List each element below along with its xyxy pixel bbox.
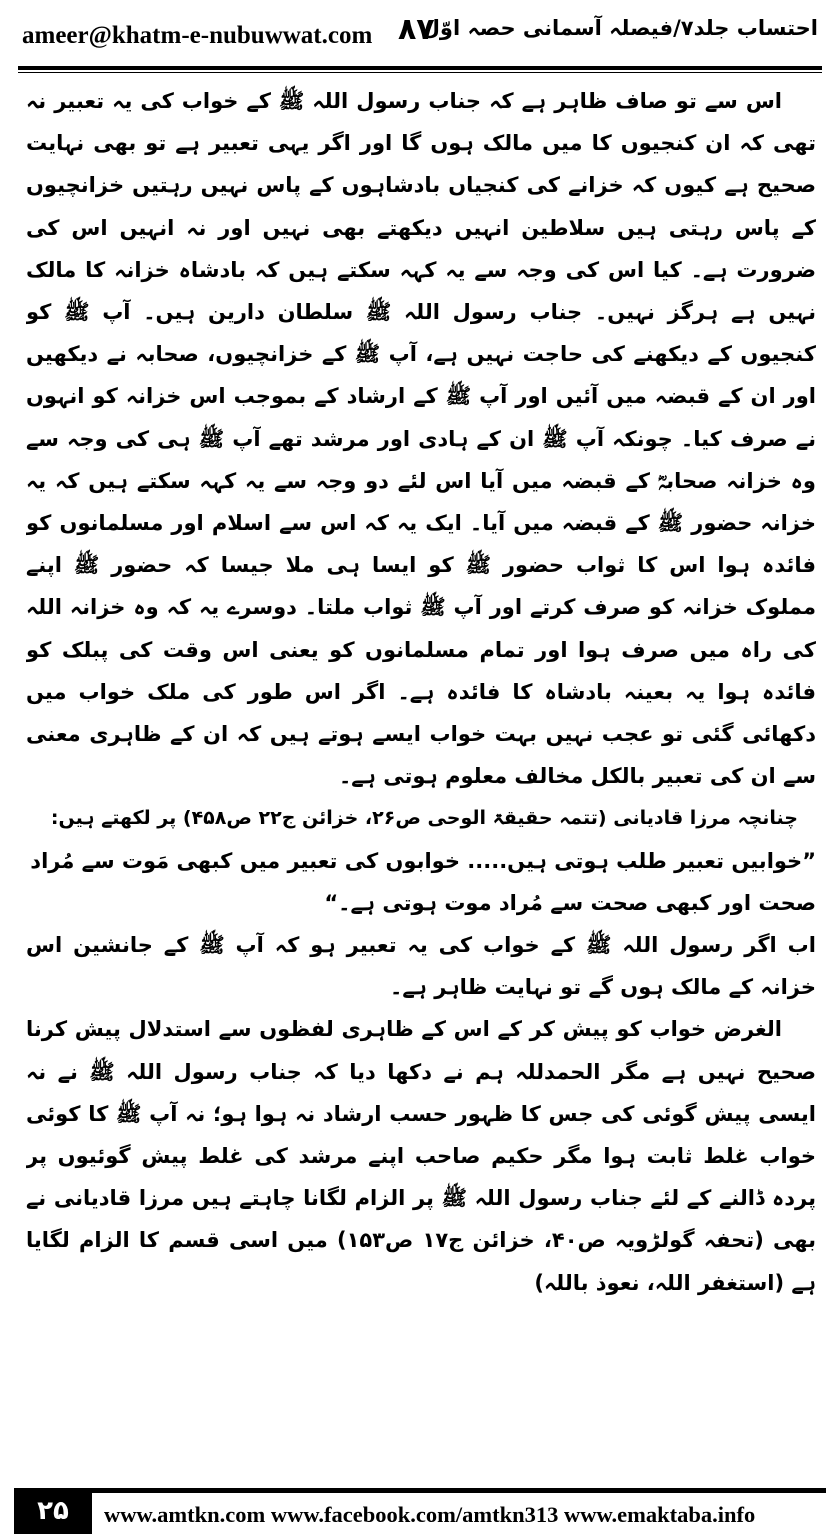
body-paragraph-1: اس سے تو صاف ظاہر ہے کہ جناب رسول اللہ ﷺ کے خواب کی یہ تعبیر نہ تھی کہ ان کنجیوں کا میں مالک ہوں گا اور اگر یہی تعبیر ہے تو بھی نہایت صحیح ہے کیوں کہ خزانے کی کنجیاں بادشاہوں کے پاس نہیں رہتیں خزانچیوں کے پاس رہتی ہیں سلاطین انہیں دیکھتے بھی نہیں اور نہ انہیں اس کی ضرورت ہے۔ کیا اس کی وجہ سے یہ کہہ سکتے ہیں کہ بادشاہ خزانہ کا مالک نہیں ہے ہرگز نہیں۔ جناب رسول اللہ ﷺ سلطان دارین ہیں۔ آپ ﷺ کو کنجیوں کے دیکھنے کی حاجت نہیں ہے، آپ ﷺ کے خزانچیوں، صحابہ نے دیکھیں اور ان کے قبضہ میں آئیں اور آپ ﷺ کے ارشاد کے بموجب اس خزانہ کو انہوں نے صرف کیا۔ چونکہ آپ ﷺ ان کے ہادی اور مرشد تھے آپ ﷺ ہی کی وجہ سے وہ خزانہ صحابہؓ کے قبضہ میں آیا اس لئے دو وجہ سے یہ کہہ سکتے ہیں کہ یہ خزانہ حضور ﷺ کے قبضہ میں آیا۔ ایک یہ کہ اس سے اسلام اور مسلمانوں کو فائدہ ہوا اس کا ثواب حضور ﷺ کو ایسا ہی ملا جیسا کہ حضور ﷺ اپنے مملوک خزانہ کو صرف کرتے اور آپ ﷺ ثواب ملتا۔ دوسرے یہ کہ وہ خزانہ اللہ کی راہ میں صرف ہوا اور تمام مسلمانوں کو یعنی اس وقت کی پبلک کو فائدہ ہوا یہ بعینہ بادشاہ کا فائدہ ہے۔ اگر اس طور کی ملک خواب میں دکھائی گئی تو عجب نہیں بہت خواب ایسے ہوتے ہیں کہ ان کے ظاہری معنی سے ان کی تعبیر بالکل مخالف معلوم ہوتی ہے۔ (26, 89, 816, 789)
body-paragraph-2: اب اگر رسول اللہ ﷺ کے خواب کی یہ تعبیر ہو کہ آپ ﷺ کے جانشین اس خزانہ کے مالک ہوں گے تو نہایت ظاہر ہے۔ (26, 933, 816, 1000)
header-book-title: احتساب جلد۷/فیصلہ آسمانی حصہ اوّل (421, 16, 818, 40)
citation-line: چنانچہ مرزا قادیانی (تتمہ حقیقۃ الوحی ص۲۶، خزائن ج۲۲ ص۴۵۸) پر لکھتے ہیں: (50, 807, 798, 830)
page-header (0, 0, 840, 70)
footer-divider (92, 1488, 826, 1493)
header-divider (18, 66, 822, 73)
header-page-number: ۸۷ (398, 12, 435, 47)
footer-volume-page: ۲۵ (14, 1488, 92, 1534)
body-paragraph-3: الغرض خواب کو پیش کر کے اس کے ظاہری لفظوں سے استدلال پیش کرنا صحیح نہیں ہے مگر الحمدللہ ہم نے دکھا دیا کہ جناب رسول اللہ ﷺ نے نہ ایسی پیش گوئی کی جس کا ظہور حسب ارشاد نہ ہوا ہو؛ نہ آپ ﷺ کا کوئی خواب غلط ثابت ہوا مگر حکیم صاحب اپنے مرشد کی غلط پیش گوئیوں پر پردہ ڈالنے کے لئے جناب رسول اللہ ﷺ پر الزام لگانا چاہتے ہیں مرزا قادیانی نے بھی (تحفہ گولڑویہ ص۴۰، خزائن ج۱۷ ص۱۵۳) میں اسی قسم کا الزام لگایا ہے (استغفر اللہ، نعوذ باللہ) (26, 1017, 816, 1295)
header-email: ameer@khatm-e-nubuwwat.com (22, 22, 373, 49)
page-footer (0, 1484, 840, 1540)
footer-links: www.amtkn.com www.facebook.com/amtkn313 www.emaktaba.info (104, 1502, 756, 1527)
quotation: ”خوابیں تعبیر طلب ہوتی ہیں..... خوابوں کی تعبیر میں کبھی مَوت سے مُراد صحت اور کبھی صحت سے مُراد موت ہوتی ہے۔“ (30, 848, 816, 915)
page-body (26, 80, 816, 1475)
